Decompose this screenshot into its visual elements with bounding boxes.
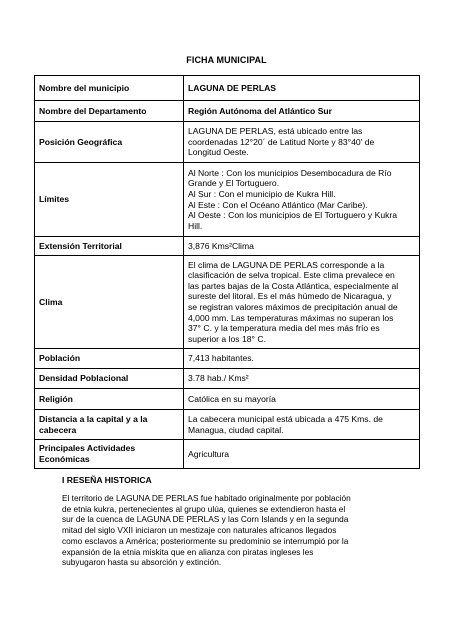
section-heading: I RESEÑA HISTORICA	[62, 475, 152, 485]
row-label: Distancia a la capital y a la cabecera	[35, 410, 184, 440]
row-value: Católica en su mayoría	[184, 389, 420, 410]
table-row	[35, 122, 420, 163]
table-row	[35, 410, 420, 440]
table-row	[35, 76, 420, 101]
row-label: Población	[35, 349, 184, 369]
table-row	[35, 369, 420, 389]
row-value: LAGUNA DE PERLAS	[184, 76, 420, 101]
ficha-municipal-table	[34, 75, 420, 469]
row-value: LAGUNA DE PERLAS, está ubicado entre las coordenadas 12°20´ de Latitud Norte y 83°40' de Longitud Oeste.	[184, 122, 420, 163]
table-row	[35, 256, 420, 349]
row-value: 3.78 hab./ Kms²	[184, 369, 420, 389]
row-value: El clima de LAGUNA DE PERLAS corresponde a la clasificación de selva tropical. Este clima prevalece en las partes bajas de la Costa Atlántica, especialmente al sureste del litoral. Es el más húmedo de Nicaragua, y se registran valores máximos de precipitación anual de 4,000 mm. Las temperaturas máximas no superan los 37° C. y la temperatura media del mes más frío es superior a los 18° C.	[184, 256, 420, 349]
row-value: La cabecera municipal está ubicada a 475 Kms. de Managua, ciudad capital.	[184, 410, 420, 440]
table-row	[35, 349, 420, 369]
table-row	[35, 440, 420, 469]
table-row	[35, 389, 420, 410]
row-value: 3,876 Kms²Clima	[184, 237, 420, 256]
row-value: 7,413 habitantes.	[184, 349, 420, 369]
table-row	[35, 237, 420, 256]
row-label: Extensión Territorial	[35, 237, 184, 256]
row-label: Clima	[35, 256, 184, 349]
row-label: Límites	[35, 163, 184, 237]
row-label: Nombre del municipio	[35, 76, 184, 101]
row-label: Densidad Poblacional	[35, 369, 184, 389]
document-title: FICHA MUNICIPAL	[186, 55, 267, 65]
row-label: Nombre del Departamento	[35, 101, 184, 122]
row-label: Posición Geográfica	[35, 122, 184, 163]
row-value: Agricultura	[184, 440, 420, 469]
row-value: Región Autónoma del Atlántico Sur	[184, 101, 420, 122]
section-paragraph: El territorio de LAGUNA DE PERLAS fue habitado originalmente por población de etnia kukra, pertenecientes al grupo ulúa, quienes se extendieron hasta el sur de la cuenca de LAGUNA DE PERLAS y las Corn Islands y en la segunda mitad del siglo VXII iniciaron un mestizaje con naturales africanos llegados como esclavos a América; posteriormente su predominio se interrumpió por la expansión de la etnia miskita que en alianza con piratas ingleses les subyugaron hasta su absorción y extinción.	[62, 493, 351, 568]
table-row	[35, 101, 420, 122]
row-value: Al Norte : Con los municipios Desembocadura de Río Grande y El Tortuguero. Al Sur : Con el municipio de Kukra Hill. Al Este : Con el Océano Atlántico (Mar Caribe). Al Oeste : Con los municipios de El Tortuguero y Kukra Hill.	[184, 163, 420, 237]
row-label: Principales Actividades Económicas	[35, 440, 184, 469]
table-row	[35, 163, 420, 237]
row-label: Religión	[35, 389, 184, 410]
